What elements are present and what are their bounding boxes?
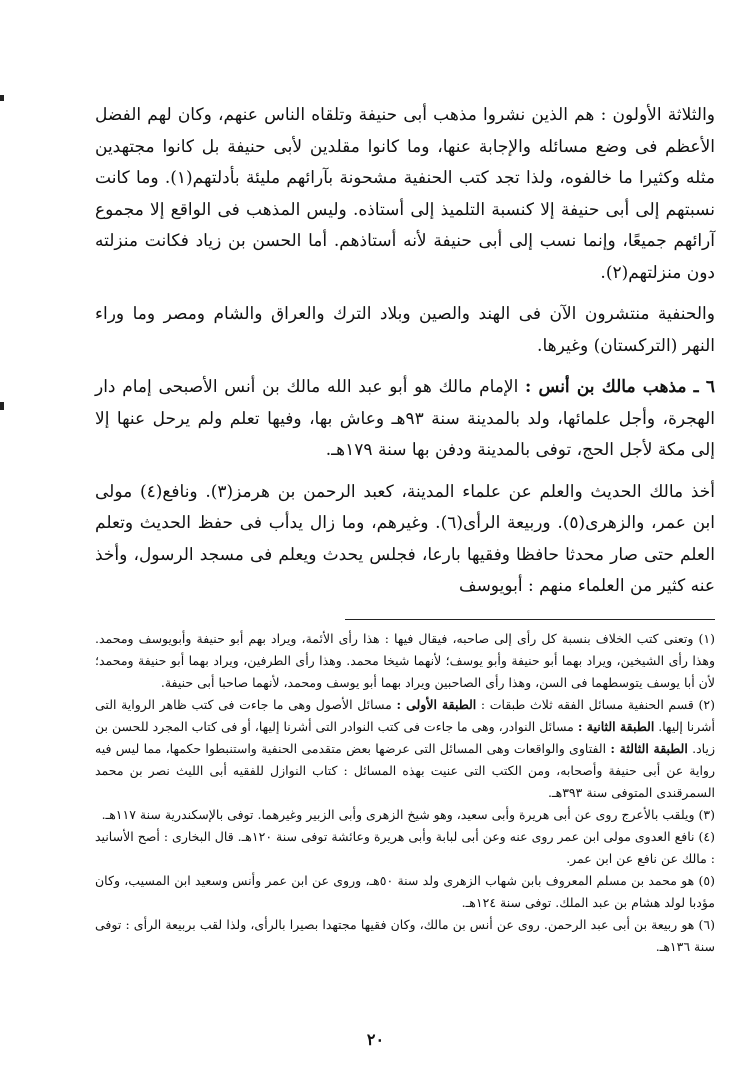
margin-mark <box>0 402 4 410</box>
footnote-2-text: مسائل النوادر، وهى ما جاءت فى كتب النوادر التى أشرنا إليها، أو فى كتاب المجرد للحسن بن زياد. <box>95 718 715 756</box>
paragraph-hanafi-founders: والثلاثة الأولون : هم الذين نشروا مذهب أبى حنيفة وتلقاه الناس عنهم، وكان لهم الفضل الأعظم فى وضع مسائله والإجابة عنها، وما كانوا مقلدين لأبى حنيفة بل كانوا مجتهدين مثله وكثيرا ما خالفوه، ولذا تجد كتب الحنفية مشحونة بآرائهم مليئة بأدلتهم(١). وما كانت نسبتهم إلى أبى حنيفة إلا كنسبة التلميذ إلى أستاذه. وليس المذهب فى الواقع إلا مجموع آرائهم جميعًا، وإنما نسب إلى أبى حنيفة لأنه أستاذهم. أما الحسن بن زياد فكانت منزلته دون منزلتهم(٢). <box>95 105 715 283</box>
margin-mark <box>0 95 4 101</box>
page-content <box>95 100 715 958</box>
paragraph-maliki-intro <box>95 372 715 467</box>
footnote-divider <box>345 619 715 620</box>
paragraph-hanafi-spread: والحنفية منتشرون الآن فى الهند والصين وبلاد الترك والعراق والشام ومصر وما وراء النهر (التركستان) وغيرها. <box>95 304 715 356</box>
footnote-2-tier-2: الطبقة الثانية : <box>577 718 655 734</box>
footnote-5: (٥) هو محمد بن مسلم المعروف بابن شهاب الزهرى ولد سنة ٥٠هـ، وروى عن ابن عمر وأنس وسعيد ابن المسيب، وكان مؤدبا لولد هشام بن عبد الملك. توفى سنة ١٢٤هـ. <box>95 872 715 910</box>
footnote-2-tier-1: الطبقة الأولى : <box>396 696 477 712</box>
footnote-4: (٤) نافع العدوى مولى ابن عمر روى عنه وعن أبى لبابة وأبى هريرة وعائشة توفى سنة ١٢٠هـ. قال البخارى : أصح الأسانيد : مالك عن نافع عن ابن عمر. <box>95 828 715 866</box>
footnote-6: (٦) هو ربيعة بن أبى عبد الرحمن. روى عن أنس بن مالك، وكان فقيها مجتهدا بصيرا بالرأى، ولذا لقب بربيعة الرأى : توفى سنة ١٣٦هـ. <box>95 916 715 954</box>
footnote-2-text: مسائل الأصول وهى ما جاءت فى كتب ظاهر الرواية التى أشرنا إليها. <box>95 696 715 734</box>
footnote-3: (٣) ويلقب بالأعرج روى عن أبى هريرة وأبى سعيد، وهو شيخ الزهرى وأبى الزبير وغيرهما. توفى بالإسكندرية سنة ١١٧هـ. <box>101 806 715 822</box>
section-body-maliki: الإمام مالك هو أبو عبد الله مالك بن أنس الأصبحى إمام دار الهجرة، وأجل علمائها، ولد بالمدينة سنة ٩٣هـ وعاش بها، وفيها تعلم ولم يرحل عنها إلا إلى مكة لأجل الحج، توفى بالمدينة ودفن بها سنة ١٧٩هـ. <box>95 377 715 460</box>
paragraph-malik-teachers: أخذ مالك الحديث والعلم عن علماء المدينة، كعبد الرحمن بن هرمز(٣). ونافع(٤) مولى ابن عمر، والزهرى(٥). وربيعة الرأى(٦). وغيرهم، وما زال يدأب فى حفظ الحديث وتعلم العلم حتى صار محدثا حافظا وفقيها بارعا، فجلس يحدث ويعلم فى مسجد الرسول، وأخذ عنه كثير من العلماء منهم : أبويوسف <box>95 481 715 596</box>
main-text <box>95 100 715 603</box>
footnote-2 <box>95 694 715 804</box>
footnote-2-text: (٢) قسم الحنفية مسائل الفقه ثلاث طبقات : <box>476 696 715 712</box>
footnotes <box>95 628 715 958</box>
section-heading-maliki: ٦ ـ مذهب مالك بن أنس : <box>525 377 716 397</box>
footnote-2-tier-3: الطبقة الثالثة : <box>610 740 688 756</box>
page-number: ٢٠ <box>366 1030 385 1049</box>
footnote-1: (١) وتعنى كتب الخلاف بنسبة كل رأى إلى صاحبه، فيقال فيها : هذا رأى الأئمة، ويراد بهم أبو حنيفة وأبويوسف ومحمد. وهذا رأى الشيخين، ويراد بهما أبو حنيفة وأبو يوسف؛ لأنهما شيخا محمد. وهذا رأى الطرفين، ويراد بهما أبو حنيفة ومحمد؛ لأن أبا يوسف يتوسطهما فى السن، وهذا رأى الصاحبين ويراد بهما أبو يوسف ومحمد، لأنهما صاحبا أبى حنيفة. <box>95 630 715 690</box>
footnote-2-text: الفتاوى والواقعات وهى المسائل التى عرضها بعض متقدمى الحنفية واستنبطوا حكمها، مما ليس فيه رواية عن أبى حنيفة وأصحابه، ومن الكتب التى عنيت بهذه المسائل : كتاب النوازل للفقيه أبى الليث نصر بن محمد السمرقندى المتوفى سنة ٣٩٣هـ. <box>95 740 715 800</box>
